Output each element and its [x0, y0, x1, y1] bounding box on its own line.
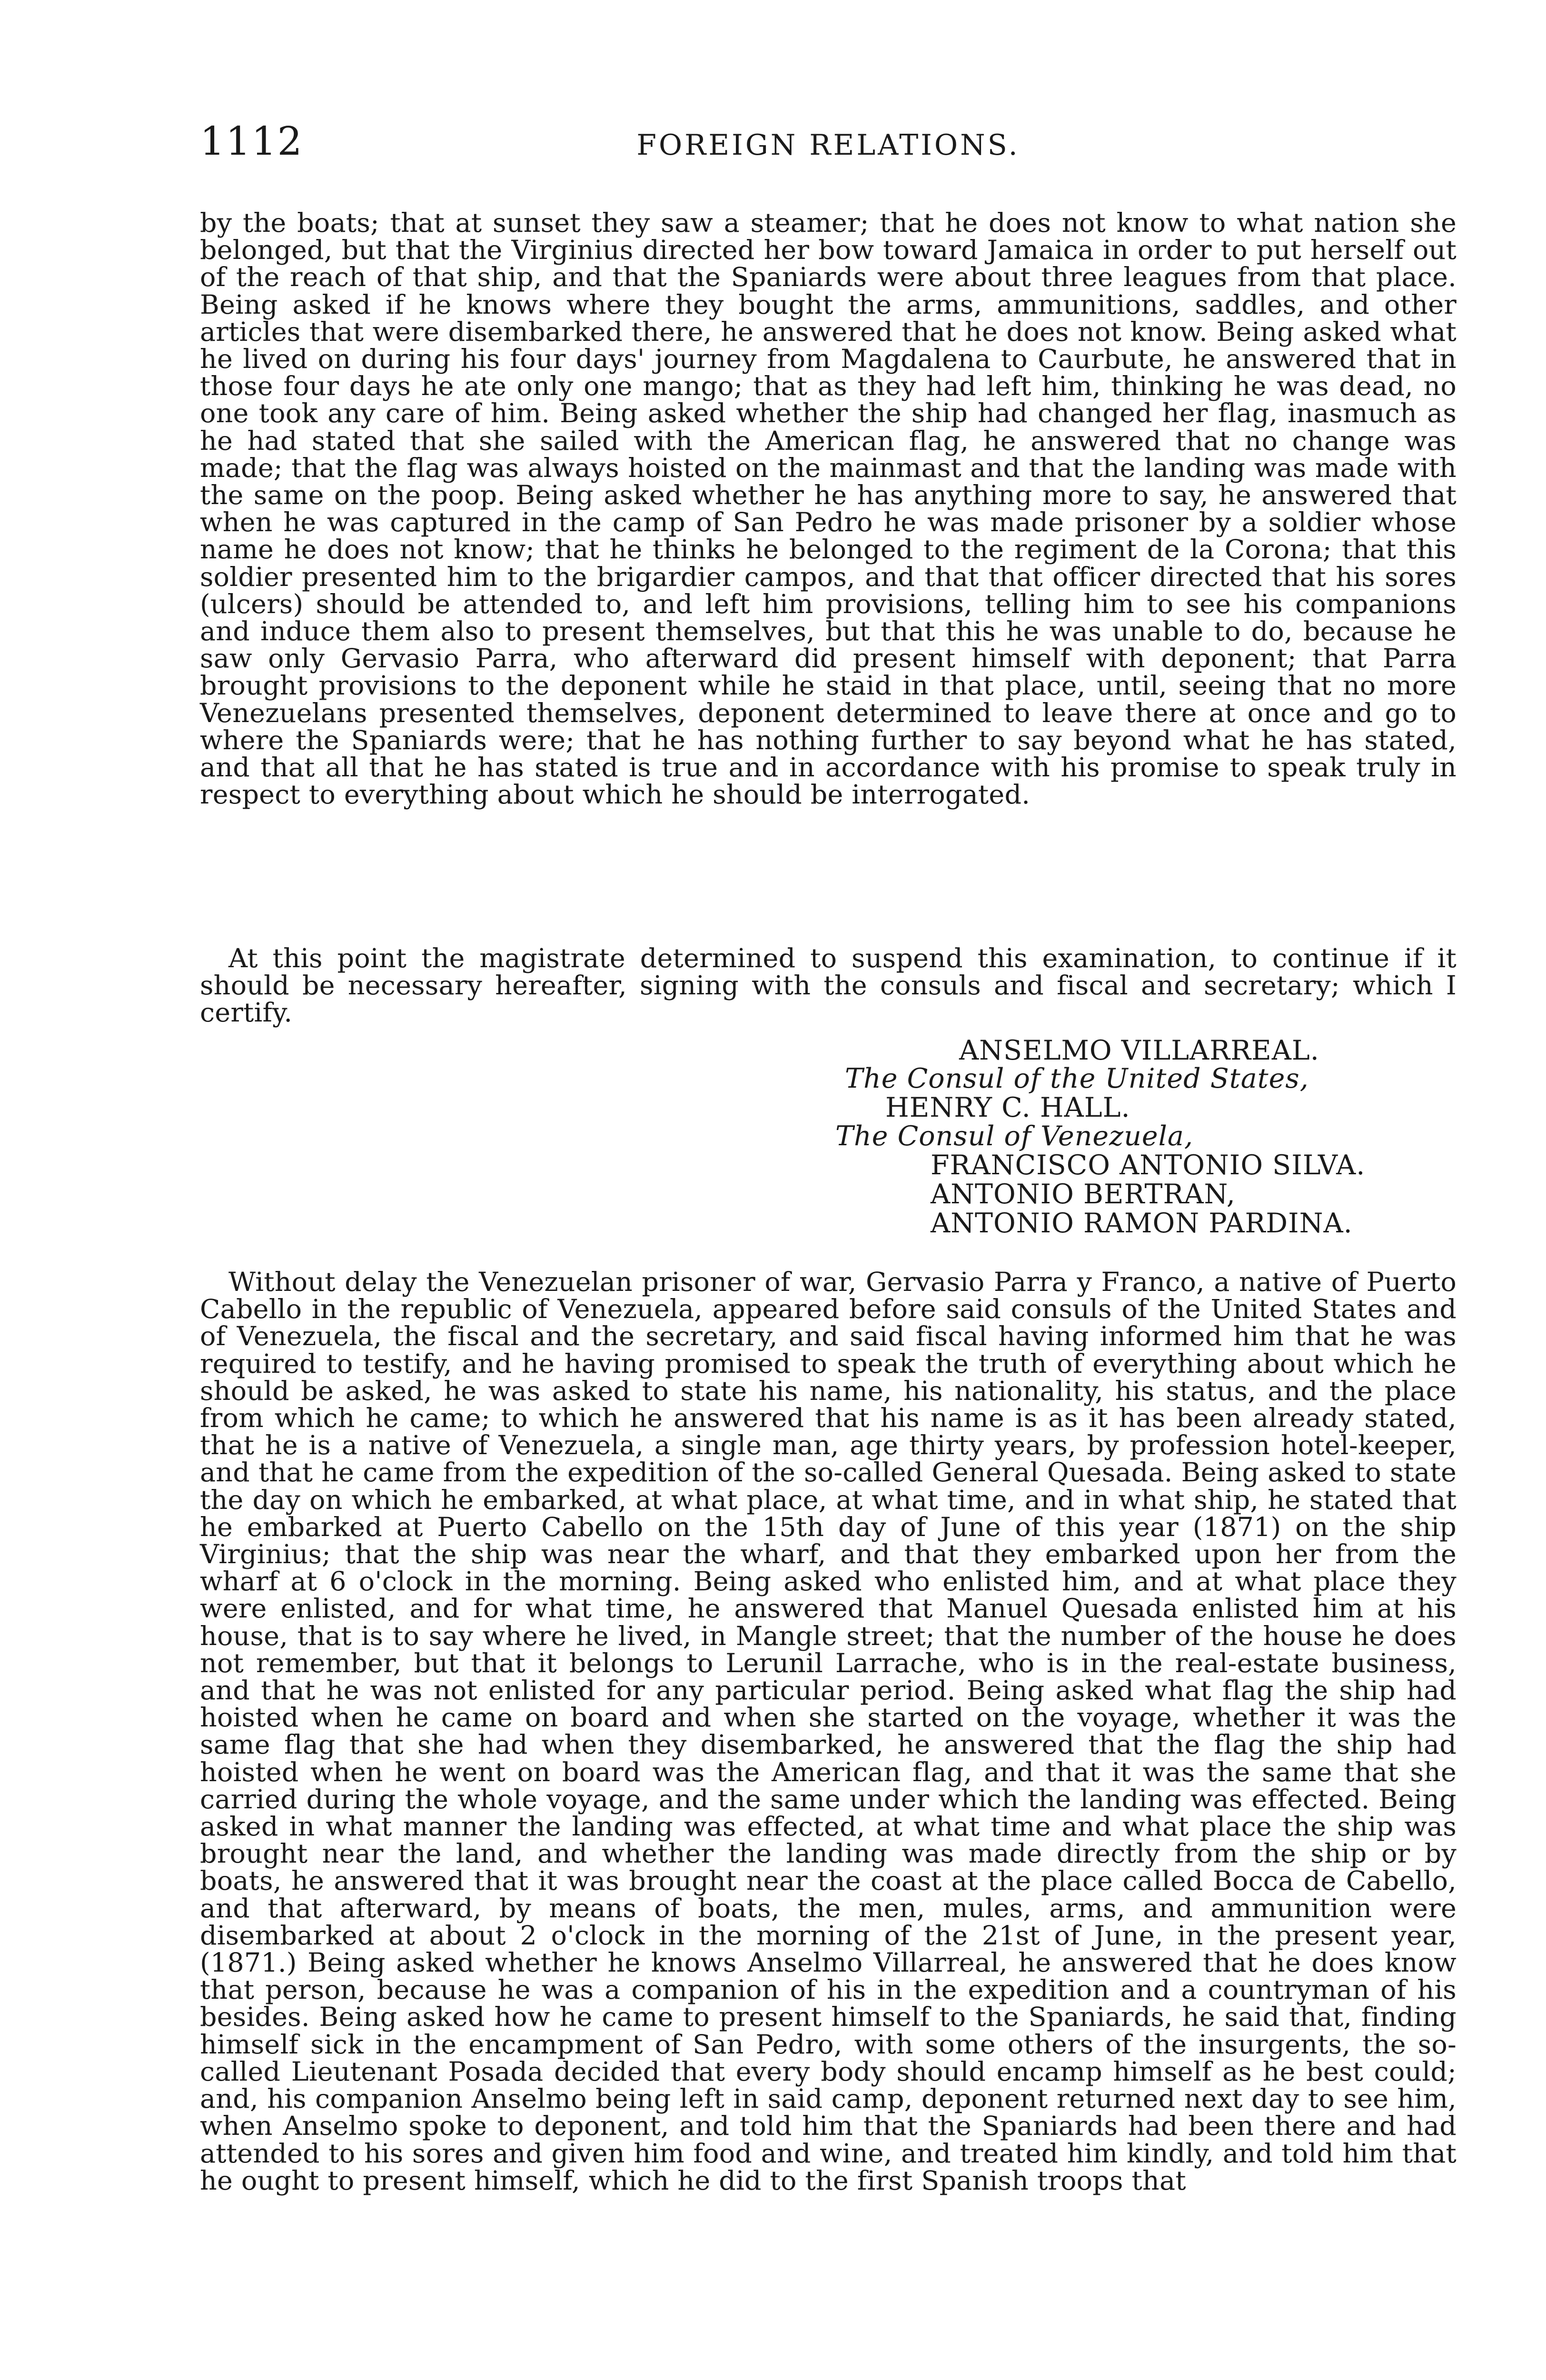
paragraph-text: by the boats; that at sunset they saw a steamer; that he does not know to what nation she belonged, but that the Virginius directed her bow toward Jamaica in order to put herself out of the reach of that ship, and that the Spaniards were about three leagues from that place. Being asked if he knows where they bought the arms, ammunitions, saddles, and other articles that were disembarked there, he answered that he does not know. Being asked what he lived on during his four days' journey from Magdalena to Caurbute, he answered that in those four days he ate only one mango; that as they had left him, thinking he was dead, no one took any care of him. Being asked whether the ship had changed her flag, inasmuch as he had stated that she sailed with the American flag, he answered that no change was made; that the flag was always hoisted on the mainmast and that the landing was made with the same on the poop. Being asked whether he has anything more to say, he answered that when he was captured in the camp of San Pedro he was made prisoner by a soldier whose name he does not know; that he thinks he belonged to the regiment de la Corona; that this soldier presented him to the brigardier campos, and that that officer directed that his sores (ulcers) should be attended to, and left him provisions, telling him to see his companions and induce them also to present themselves, but that this he was unable to do, because he saw only Gervasio Parra, who afterward did present himself with deponent; that Parra brought provisions to the deponent while he staid in that place, until, seeing that no more Venezuelans presented themselves, deponent determined to leave there at once and go to where the Spaniards were; that he has nothing further to say beyond what he has stated, and that all that he has stated is true and in accordance with his promise to speak truly in respect to everything about which he should be interrogated. — [200, 208, 1457, 811]
signature-secretary: ANTONIO RAMON PARDINA. — [931, 1208, 1353, 1239]
paragraph-parra-deposition — [200, 1269, 1457, 2194]
signature-title-ve-consul: The Consul of Venezuela, — [835, 1121, 1193, 1152]
paragraph-text: At this point the magistrate determined to suspend this examination, to continue if it should be necessary hereafter, signing with the consuls and fiscal and secretary; which I certify. — [200, 943, 1457, 1029]
signature-us-consul: HENRY C. HALL. — [885, 1092, 1130, 1123]
signature-ve-consul: FRANCISCO ANTONIO SILVA. — [931, 1150, 1366, 1181]
signature-fiscal: ANTONIO BERTRAN, — [931, 1179, 1236, 1210]
signature-title-us-consul: The Consul of the United States, — [845, 1063, 1309, 1094]
page-number: 1112 — [200, 119, 303, 164]
running-head: FOREIGN RELATIONS. — [636, 129, 1020, 162]
paragraph-text: Without delay the Venezuelan prisoner of war, Gervasio Parra y Franco, a native of Puerto Cabello in the republic of Venezuela, appeared before said consuls of the United States and of Venezuela, the fiscal and the secretary, and said fiscal having informed him that he was required to testify, and he having promised to speak the truth of everything about which he should be asked, he was asked to state his name, his nationality, his status, and the place from which he came; to which he answered that his name is as it has been already stated, that he is a native of Venezuela, a single man, age thirty years, by profession hotel-keeper, and that he came from the expedition of the so-called General Quesada. Being asked to state the day on which he embarked, at what place, at what time, and in what ship, he stated that he embarked at Puerto Cabello on the 15th day of June of this year (1871) on the ship Virginius; that the ship was near the wharf, and that they embarked upon her from the wharf at 6 o'clock in the morning. Being asked who enlisted him, and at what place they were enlisted, and for what time, he answered that Manuel Quesada enlisted him at his house, that is to say where he lived, in Mangle street; that the number of the house he does not remember, but that it belongs to Lerunil Larrache, who is in the real-estate business, and that he was not enlisted for any particular period. Being asked what flag the ship had hoisted when he came on board and when she started on the voyage, whether it was the same flag that she had when they disembarked, he answered that the flag the ship had hoisted when he went on board was the American flag, and that it was the same that she carried during the whole voyage, and the same under which the landing was effected. Being asked in what manner the landing was effected, at what time and what place the ship was brought near the land, and whether the landing was made directly from the ship or by boats, he answered that it was brought near the coast at the place called Bocca de Cabello, and that afterward, by means of boats, the men, mules, arms, and ammunition were disembarked at about 2 o'clock in the morning of the 21st of June, in the present year, (1871.) Being asked whether he knows Anselmo Villarreal, he answered that he does know that person, because he was a companion of his in the expedition and a countryman of his besides. Being asked how he came to present himself to the Spaniards, he said that, finding himself sick in the encampment of San Pedro, with some others of the insurgents, the so-called Lieutenant Posada decided that every body should encamp himself as he best could; and, his companion Anselmo being left in said camp, deponent returned next day to see him, when Anselmo spoke to deponent, and told him that the Spaniards had been there and had attended to his sores and given him food and wine, and treated him kindly, and told him that he ought to present himself, which he did to the first Spanish troops that — [200, 1267, 1457, 2196]
signature-deponent: ANSELMO VILLARREAL. — [959, 1035, 1319, 1066]
